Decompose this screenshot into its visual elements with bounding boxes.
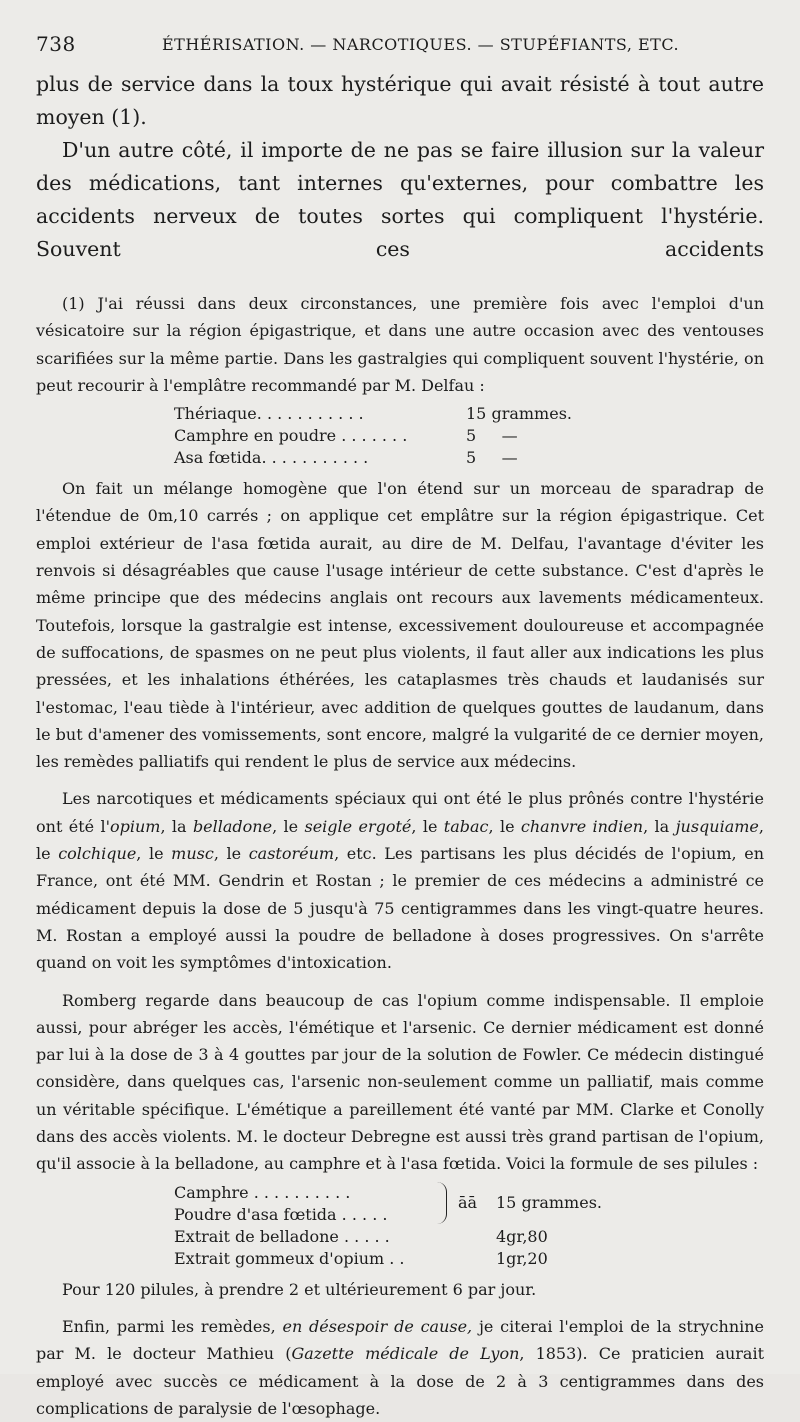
paragraph-strychnine [36, 1313, 764, 1422]
page-number: 738 [36, 32, 76, 56]
ingredient-name: Extrait gommeux d'opium . . [174, 1248, 405, 1268]
main-text [36, 68, 764, 266]
ingredient-qty: 15 grammes. [466, 404, 572, 424]
drug-name: musc [171, 844, 214, 864]
text-run: , 1853). Ce praticien aurait employé avec succès ce médicament à la dose de 2 à 3 centigrammes dans des complications de paralysie de l'œsophage. [36, 1344, 765, 1418]
recipe-row [174, 425, 764, 447]
italic-phrase: en désespoir de cause, [282, 1316, 473, 1336]
text-run: etc. Les partisans les plus décidés de l'opium, en France, ont été MM. Gendrin et Rostan ; le premier de ces médecins a administré ce médicament depuis la dose de 5 jusqu'à 75 centigrammes dans les vingt-quatre heures. M. Rostan a employé aussi la poudre de belladone à doses progressives. On s'arrête quand on voit les symptômes d'intoxication. [36, 844, 764, 973]
curly-brace [436, 1182, 447, 1224]
text-run: Les narcotiques et médicaments spéciaux qui ont été le plus prônés contre l'hystérie ont été l' [36, 789, 764, 836]
ingredient-qty: 4gr,80 [496, 1226, 548, 1246]
recipe-row [174, 1248, 764, 1270]
text-run: je citerai l'emploi de la strychnine par M. le docteur Mathieu ( [36, 1316, 765, 1364]
ingredient-name: Asa fœtida. . . . . . . . . . . [174, 448, 369, 468]
paragraph-narcotiques: Les narcotiques et médicaments spéciaux qui ont été le plus prônés contre l'hystérie ont été l'opium, la belladone, le seigle ergoté, le tabac, le chanvre indien, la jusquiame, le colchique, le musc, le castoréum, etc. Les partisans les plus décidés de l'opium, en France, ont été MM. Gendrin et Rostan ; le premier de ces médecins a administré ce médicament depuis la dose de 5 jusqu'à 75 centigrammes dans les vingt-quatre heures. M. Rostan a employé aussi la poudre de belladone à doses progressives. On s'arrête quand on voit les symptômes d'intoxication. [36, 789, 764, 973]
paragraph-pilules: Pour 120 pilules, à prendre 2 et ultérieurement 6 par jour. [62, 1279, 537, 1299]
text-run: Enfin, parmi les remèdes, [62, 1316, 283, 1336]
footnote [36, 290, 764, 1422]
ingredient-qty: 5 — [466, 426, 518, 446]
ana-abbreviation: āā [458, 1192, 478, 1212]
drug-name: seigle ergoté [304, 816, 412, 836]
paragraph-romberg: Romberg regarde dans beaucoup de cas l'opium comme indispensable. Il emploie aussi, pour abréger les accès, l'émétique et l'arsenic. Ce dernier médicament est donné par lui à la dose de 3 à 4 gouttes par jour de la solution de Fowler. Ce médecin distingué considère, dans quelques cas, l'arsenic non-seulement comme un palliatif, mais comme un véritable spécifique. L'émétique a pareillement été vanté par MM. Clarke et Conolly dans des accès violents. M. le docteur Debregne est aussi très grand partisan de l'opium, qu'il associe à la belladone, au camphre et à l'asa fœtida. Voici la formule de ses pilules : [36, 990, 764, 1174]
running-title: ÉTHÉRISATION. — NARCOTIQUES. — STUPÉFIANTS, ETC. [162, 35, 680, 54]
footnote-intro: (1) J'ai réussi dans deux circonstances, une première fois avec l'emploi d'un vésicatoire sur la région épigastrique, et dans une autre occasion avec des ventouses scarifiées sur la même partie. Dans les gastralgies qui compliquent souvent l'hystérie, on peut recourir à l'emplâtre recommandé par M. Delfau : [36, 294, 764, 395]
drug-name: colchique [58, 844, 137, 864]
paragraph-melange: On fait un mélange homogène que l'on étend sur un morceau de sparadrap de l'étendue de 0m,10 carrés ; on applique cet emplâtre sur la région épigastrique. Cet emploi extérieur de l'asa fœtida aurait, au dire de M. Delfau, l'avantage d'éviter les renvois si désagréables que cause l'usage intérieur de cette substance. C'est d'après le même principe que des médecins anglais ont recours aux lavements médicamenteux. Toutefois, lorsque la gastralgie est intense, excessivement douloureuse et accompagnée de suffocations, de spasmes on ne peut plus violents, il faut aller aux indications les plus pressées, et les inhalations éthérées, les cataplasmes très chauds et laudanisés sur l'estomac, l'eau tiède à l'intérieur, avec addition de quelques gouttes de laudanum, dans le but d'amener des vomissements, sont encore, malgré la vulgarité de ce dernier moyen, les remèdes palliatifs qui rendent le plus de service aux médecins. [36, 479, 765, 772]
ingredient-name: Camphre . . . . . . . . . . [174, 1182, 351, 1202]
braced-ingredients [174, 1182, 764, 1226]
running-header [36, 32, 760, 62]
recipe-row [174, 1226, 764, 1248]
body-paragraph-2: D'un autre côté, il importe de ne pas se faire illusion sur la valeur des médications, tant internes qu'externes, pour combattre les accidents nerveux de toutes sortes qui compliquent l'hystérie. Souvent ces accidents [36, 138, 764, 261]
ingredient-name: Camphre en poudre . . . . . . . [174, 426, 408, 446]
ingredient-qty: 15 grammes. [496, 1192, 602, 1212]
recipe-row [174, 403, 764, 425]
ingredient-name: Poudre d'asa fœtida . . . . . [174, 1204, 388, 1224]
drug-name: tabac [443, 816, 489, 836]
drug-name: castoréum [248, 844, 335, 864]
ingredient-qty: 1gr,20 [496, 1248, 548, 1268]
page-content [36, 68, 764, 1422]
drug-name: opium [109, 816, 161, 836]
recipe-emplatre [174, 403, 764, 469]
ingredient-qty: 5 — [466, 448, 518, 468]
drug-name: jusquiame [675, 816, 759, 836]
journal-title: Gazette médicale de Lyon [291, 1344, 520, 1364]
recipe-pilules [174, 1182, 764, 1270]
drug-name: belladone [192, 816, 273, 836]
body-paragraph-1: plus de service dans la toux hystérique qui avait résisté à tout autre moyen (1). [36, 72, 764, 129]
ingredient-name: Extrait de belladone . . . . . [174, 1226, 390, 1246]
recipe-row [174, 447, 764, 469]
drug-name: chanvre indien [520, 816, 644, 836]
ingredient-name: Thériaque. . . . . . . . . . . [174, 404, 364, 424]
